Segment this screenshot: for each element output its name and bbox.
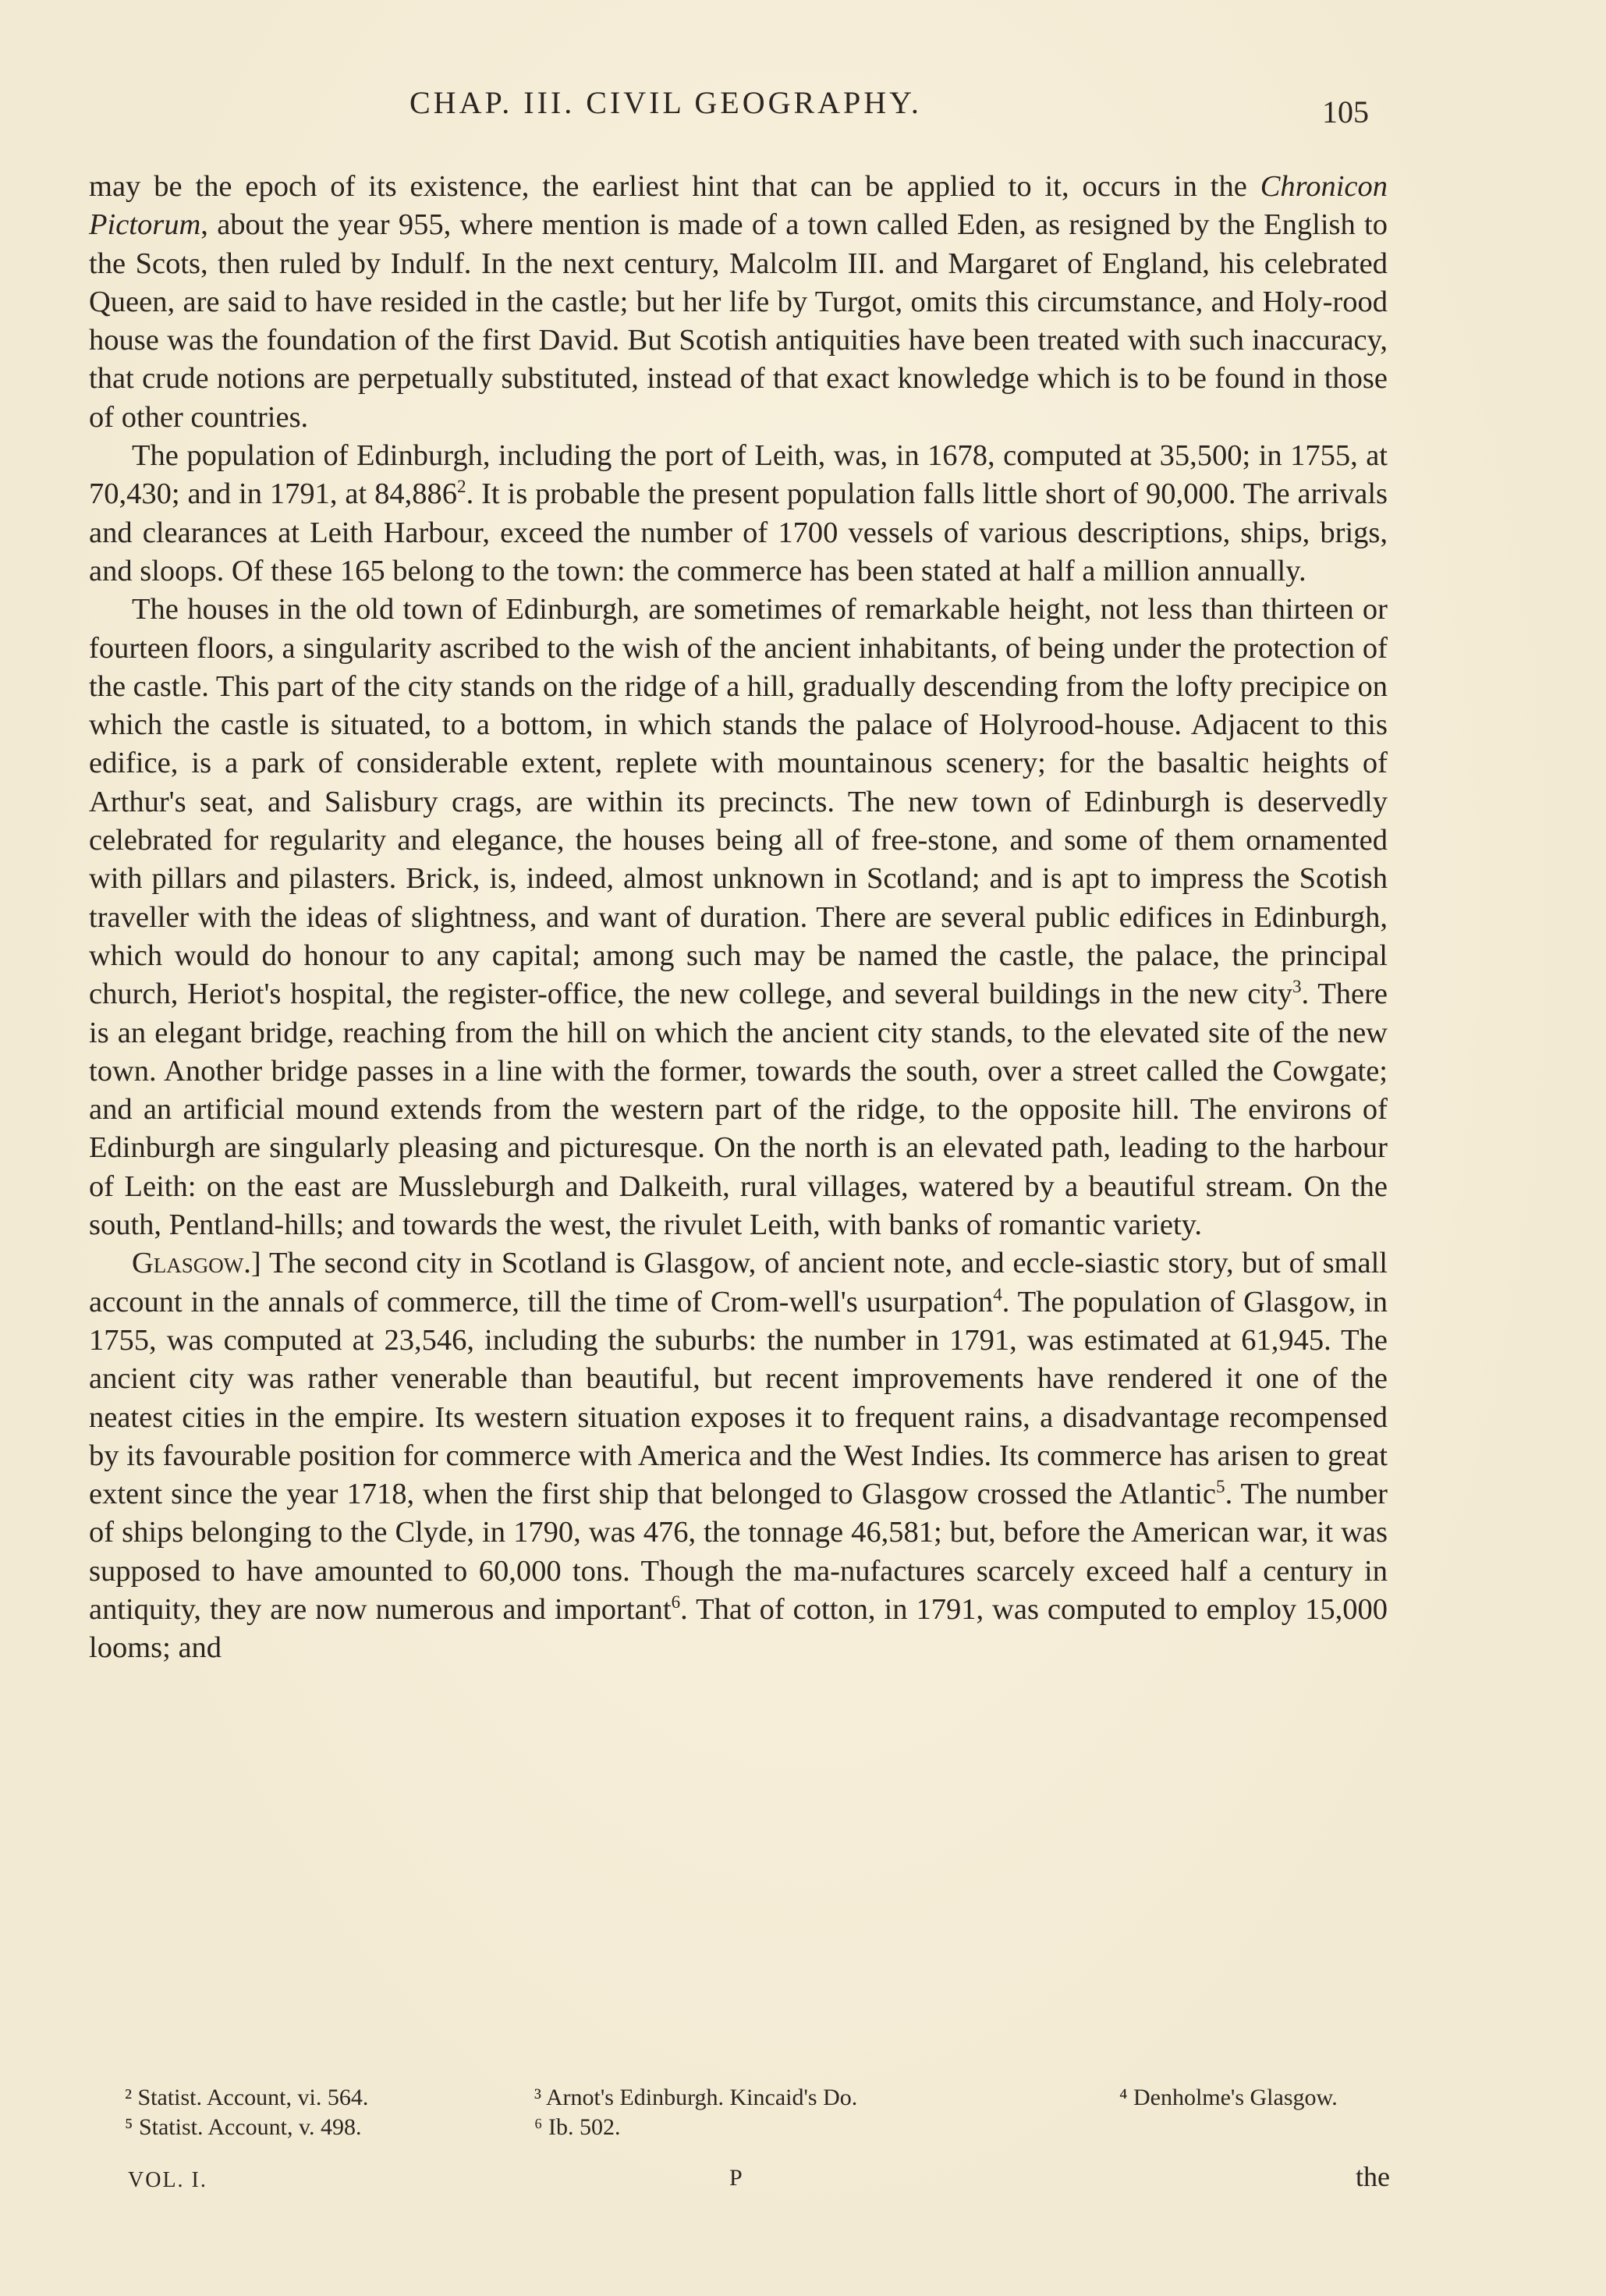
footnote-3: ³ Arnot's Edinburgh. Kincaid's Do. <box>534 2085 858 2110</box>
volume-label: VOL. I. <box>128 2168 207 2192</box>
text-run: The population of Edinburgh, including the port of Leith, was, in 1678, computed at 35,500; in 1755, at 70,430; and in 1791, at 84,886 <box>89 439 1388 511</box>
signature-mark: P <box>729 2165 743 2191</box>
text-run: , about the year 955, where mention is made of a town called Eden, as resigned by the English to the Scots, then ruled by Indulf. In the next century, Malcolm III. and Margaret of England, his celebrated Queen, are said to have resided in the castle; but her life by Turgot, omits this circumstance, and Holy-rood house was the foundation of the first David. But Scotish antiquities have been treated with such inaccuracy, that crude notions are perpetually substituted, instead of that exact knowledge which is to be found in those of other countries. <box>89 208 1388 434</box>
footnote-ref: 5 <box>1216 1476 1225 1497</box>
text-run: may be the epoch of its existence, the earliest hint that can be applied to it, occurs in the <box>89 170 1260 203</box>
running-title: CHAP. III. CIVIL GEOGRAPHY. <box>409 85 922 120</box>
footnote-ref: 6 <box>671 1592 681 1613</box>
footnote-ref: 3 <box>1292 976 1302 997</box>
paragraph-glasgow <box>89 1244 1388 1667</box>
running-head <box>0 84 1606 131</box>
footnote-row <box>125 2113 1404 2142</box>
page-footer <box>0 2161 1606 2204</box>
footnote-4: ⁴ Denholme's Glasgow. <box>1119 2085 1338 2110</box>
text-run: . It is probable the present population falls little short of 90,000. The arrivals and clearances at Leith Harbour, exceed the number of 1700 vessels of various descriptions, ships, brigs, and sloops. Of these 165 belong to the town: the commerce has been stated at half a million annually. <box>89 477 1388 587</box>
catchword: the <box>1356 2161 1390 2192</box>
paragraph-edinburgh-history <box>89 168 1388 437</box>
text-run: The second city in Scotland is Glasgow, of ancient note, and eccle-siastic story, but of small account in the annals of commerce, till the time of Crom-well's usurpation <box>89 1247 1388 1318</box>
text-run: . The number of ships belonging to the Clyde, in 1790, was 476, the tonnage 46,581; but, before the American war, it was supposed to have amounted to 60,000 tons. Though the ma-nufactures scarcely exceed half a century in antiquity, they are now numerous and important <box>89 1478 1388 1626</box>
text-run: . That of cotton, in 1791, was computed to employ 15,000 looms; and <box>89 1592 1388 1665</box>
page-number: 105 <box>1322 94 1369 130</box>
section-head: Glasgow.] <box>132 1247 261 1280</box>
text-run: The houses in the old town of Edinburgh, are sometimes of remarkable height, not less than thirteen or fourteen floors, a singularity ascribed to the wish of the ancient inhabitants, of being under the protection of the castle. This part of the city stands on the ridge of a hill, gradually descending from the lofty precipice on which the castle is situated, to a bottom, in which stands the palace of Holyrood-house. Adjacent to this edifice, is a park of considerable extent, replete with mountainous scenery; for the basaltic heights of Arthur's seat, and Salisbury crags, are within its precincts. The new town of Edinburgh is deservedly celebrated for regularity and elegance, the houses being all of free-stone, and some of them ornamented with pillars and pilasters. Brick, is, indeed, almost unknown in Scotland; and is apt to impress the Scotish traveller with the ideas of slightness, and want of duration. There are several public edifices in Edinburgh, which would do honour to any capital; among such may be named the castle, the palace, the principal church, Heriot's hospital, the register-office, the new college, and several buildings in the new city <box>89 593 1388 1011</box>
paragraph-edinburgh-houses <box>89 591 1388 1244</box>
footnotes <box>125 2083 1404 2142</box>
italic-title: Chronicon Pictorum <box>89 170 1388 242</box>
footnote-2: ² Statist. Account, vi. 564. <box>125 2085 369 2110</box>
footnote-ref: 2 <box>457 476 466 497</box>
main-text <box>89 168 1388 1668</box>
text-run: . There is an elegant bridge, reaching from the hill on which the ancient city stands, to the elevated site of the new town. Another bridge passes in a line with the former, towards the south, over a street called the Cowgate; and an artificial mound extends from the western part of the ridge, to the opposite hill. The environs of Edinburgh are singularly pleasing and picturesque. On the north is an elevated path, leading to the harbour of Leith: on the east are Mussleburgh and Dalkeith, rural villages, watered by a beautiful stream. On the south, Pentland-hills; and towards the west, the rivulet Leith, with banks of romantic variety. <box>89 978 1388 1242</box>
footnote-ref: 4 <box>993 1283 1002 1304</box>
paragraph-edinburgh-population <box>89 437 1388 591</box>
footnote-row <box>125 2083 1404 2113</box>
text-run: . The population of Glasgow, in 1755, was computed at 23,546, including the suburbs: the number in 1791, was estimated at 61,945. The ancient city was rather venerable than beautiful, but recent improvements have rendered it one of the neatest cities in the empire. Its western situation exposes it to frequent rains, a disadvantage recompensed by its favourable position for commerce with America and the West Indies. Its commerce has arisen to great extent since the year 1718, when the first ship that belonged to Glasgow crossed the Atlantic <box>89 1285 1388 1511</box>
footnote-6: ⁶ Ib. 502. <box>534 2114 621 2140</box>
footnote-5: ⁵ Statist. Account, v. 498. <box>125 2114 362 2140</box>
